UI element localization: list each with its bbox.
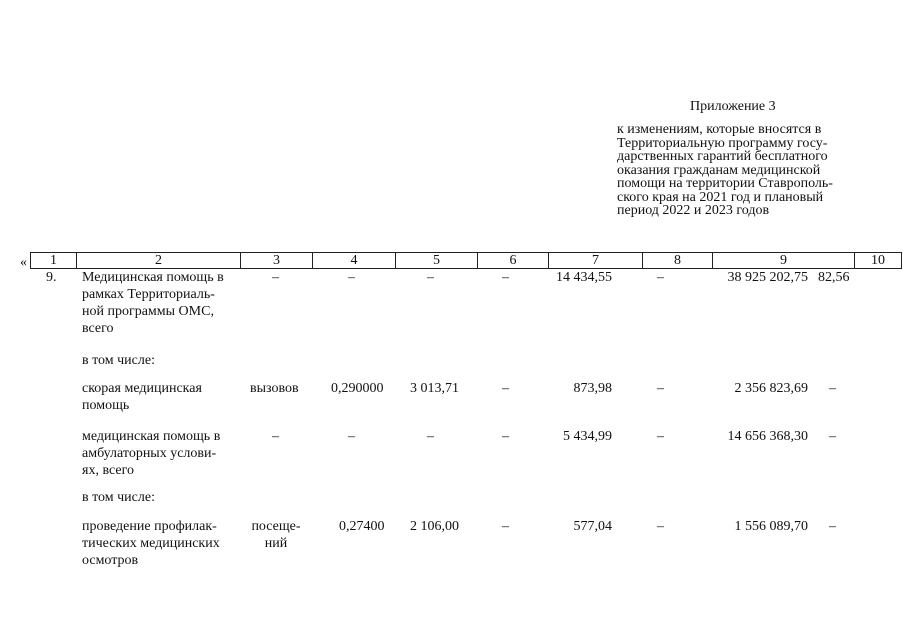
col10-cell: – <box>829 429 836 444</box>
col4-cell: – <box>348 429 355 444</box>
appendix-line: период 2022 и 2023 годов <box>617 203 770 218</box>
appendix-line: помощи на территории Ставрополь- <box>617 176 833 191</box>
col7-cell: 14 434,55 <box>556 270 612 285</box>
col4-cell: – <box>348 270 355 285</box>
col8-cell: – <box>657 381 664 396</box>
col5-cell: – <box>427 270 434 285</box>
col9-cell: 14 656 368,30 <box>727 429 808 444</box>
col5-cell: 3 013,71 <box>410 381 459 396</box>
col6-cell: – <box>502 429 509 444</box>
desc-line: медицинская помощь в <box>82 429 221 444</box>
appendix-title: Приложение 3 <box>690 99 776 114</box>
header-col-8: 8 <box>643 253 713 269</box>
header-col-2: 2 <box>77 253 241 269</box>
row-description <box>82 428 235 479</box>
unit-cell: вызовов <box>250 381 299 396</box>
header-col-3: 3 <box>241 253 313 269</box>
col10-cell: 82,56 <box>818 270 850 285</box>
col6-cell: – <box>502 270 509 285</box>
column-number-header <box>30 252 902 269</box>
desc-line: амбулаторных услови- <box>82 446 217 461</box>
row-number: 9. <box>46 270 57 285</box>
col5-cell: – <box>427 429 434 444</box>
desc-line: проведение профилак- <box>82 519 217 534</box>
col8-cell: – <box>657 270 664 285</box>
col5-cell: 2 106,00 <box>410 519 459 534</box>
unit-cell: – <box>272 429 279 444</box>
appendix-line: ского края на 2021 год и плановый <box>617 189 824 205</box>
row-description <box>82 269 235 337</box>
col10-cell: – <box>829 519 836 534</box>
col10-cell: – <box>829 381 836 396</box>
desc-line: ях, всего <box>82 463 134 478</box>
col9-cell: 38 925 202,75 <box>727 270 808 285</box>
col6-cell: – <box>502 519 509 534</box>
appendix-caption <box>617 123 868 218</box>
col7-cell: 873,98 <box>573 381 612 396</box>
appendix-line: к изменениям, которые вносятся в <box>617 122 822 137</box>
desc-line: скорая медицинская <box>82 381 202 396</box>
desc-line: рамках Территориаль- <box>82 287 215 302</box>
appendix-line: Территориальную программу госу- <box>617 135 828 151</box>
header-col-10: 10 <box>855 253 902 269</box>
row-description <box>82 380 235 414</box>
col7-cell: 5 434,99 <box>563 429 612 444</box>
col9-cell: 2 356 823,69 <box>734 381 808 396</box>
col9-cell: 1 556 089,70 <box>734 519 808 534</box>
col4-cell: 0,290000 <box>331 381 384 396</box>
header-col-6: 6 <box>478 253 549 269</box>
desc-line: ной программы ОМС, <box>82 304 214 319</box>
header-col-7: 7 <box>549 253 643 269</box>
desc-line: осмотров <box>82 553 139 568</box>
header-col-5: 5 <box>396 253 478 269</box>
desc-line: Медицинская помощь в <box>82 270 224 285</box>
col6-cell: – <box>502 381 509 396</box>
appendix-line: дарственных гарантий бесплатного <box>617 149 828 164</box>
row-description <box>82 518 235 569</box>
desc-line: помощь <box>82 398 130 413</box>
col4-cell: 0,27400 <box>339 519 385 534</box>
unit-line: ний <box>264 536 288 551</box>
unit-cell: – <box>272 270 279 285</box>
desc-line: тических медицинских <box>82 536 220 551</box>
unit-cell <box>246 518 306 552</box>
header-col-1: 1 <box>31 253 77 269</box>
subheading: в том числе: <box>82 490 155 505</box>
col7-cell: 577,04 <box>573 519 612 534</box>
unit-line: посеще- <box>251 519 301 534</box>
header-col-4: 4 <box>313 253 396 269</box>
col8-cell: – <box>657 519 664 534</box>
appendix-line: оказания гражданам медицинской <box>617 162 821 178</box>
col8-cell: – <box>657 429 664 444</box>
subheading: в том числе: <box>82 353 155 368</box>
desc-line: всего <box>82 321 114 336</box>
opening-quote: « <box>20 255 27 270</box>
header-col-9: 9 <box>713 253 855 269</box>
